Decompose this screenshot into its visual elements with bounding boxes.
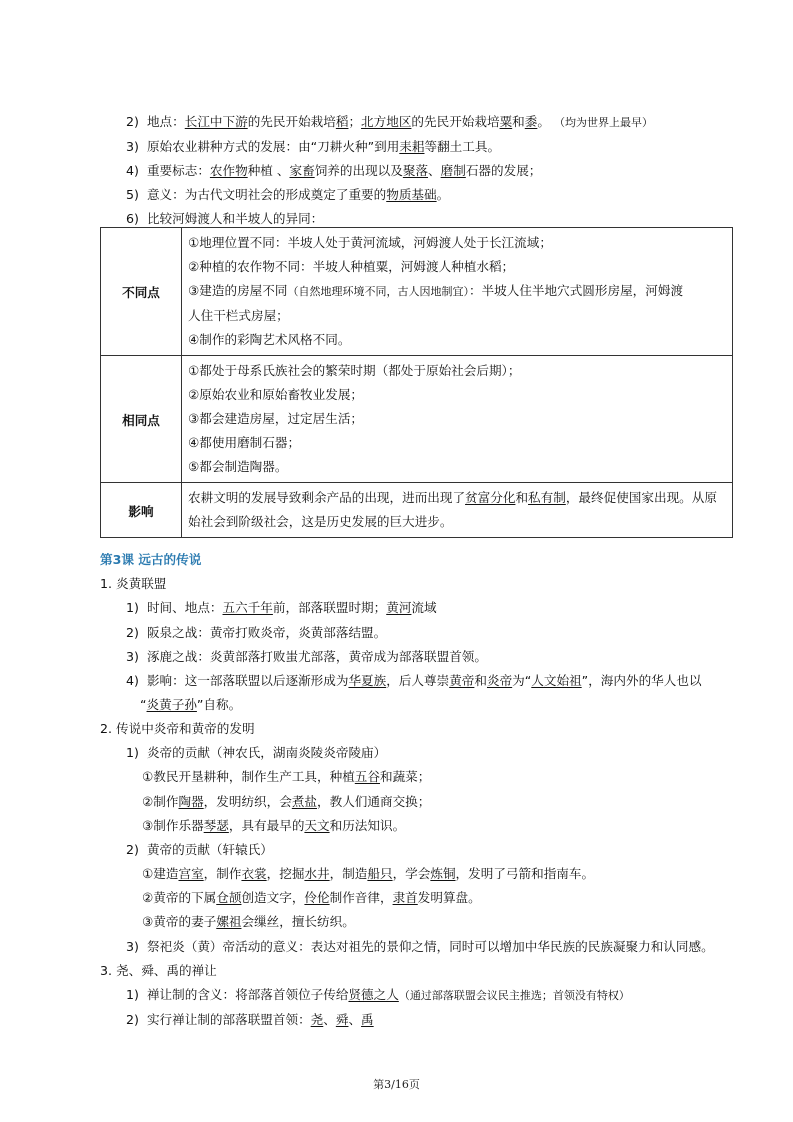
section-heading: 1. 炎黄联盟	[100, 576, 167, 591]
list-subitem: ②制作陶器，发明纺织，会煮盐，教人们通商交换；	[142, 794, 431, 809]
page-number: 第3/16页	[373, 1078, 420, 1091]
list-subitem: ②黄帝的下属仓颉创造文字，伶伦制作音律，隶首发明算盘。	[142, 890, 481, 905]
comparison-table	[100, 227, 733, 538]
list-item: 1) 禅让制的含义：将部落首领位子传给贤德之人（通过部落联盟会议民主推选；首领没有特权）	[126, 987, 630, 1002]
list-item: 2) 阪泉之战：黄帝打败炎帝，炎黄部落结盟。	[126, 625, 387, 640]
impact-body: 农耕文明的发展导致剩余产品的出现，进而出现了贫富分化和私有制，最终促使国家出现。从原 始社会到阶级社会，这是历史发展的巨大进步。	[182, 483, 733, 538]
same-head: 相同点	[101, 356, 182, 483]
diff-head: 不同点	[101, 228, 182, 356]
list-item: 1) 炎帝的贡献（神农氏，湖南炎陵炎帝陵庙）	[126, 745, 387, 760]
diff-body: ①地理位置不同：半坡人处于黄河流域，河姆渡人处于长江流域； ②种植的农作物不同：半坡人种植粟，河姆渡人种植水稻； ③建造的房屋不同（自然地理环境不同，古人因地制宜）：半坡人住半地穴式圆形房屋，河姆渡 人住干栏式房屋； ④制作的彩陶艺术风格不同。	[182, 228, 733, 356]
section-heading: 2. 传说中炎帝和黄帝的发明	[100, 721, 255, 736]
list-item-continued: “炎黄子孙”自称。	[140, 697, 242, 712]
section-heading: 3. 尧、舜、禹的禅让	[100, 963, 217, 978]
list-subitem: ③黄帝的妻子嫘祖会缫丝，擅长纺织。	[142, 914, 355, 929]
list-item: 3) 涿鹿之战：炎黄部落打败蚩尤部落，黄帝成为部落联盟首领。	[126, 649, 487, 664]
list-item: 3) 祭祀炎（黄）帝活动的意义：表达对祖先的景仰之情，同时可以增加中华民族的民族凝聚力和认同感。	[126, 939, 714, 954]
impact-head: 影响	[101, 483, 182, 538]
line-significance: 5) 意义：为古代文明社会的形成奠定了重要的物质基础。	[126, 187, 450, 202]
list-item: 4) 影响：这一部落联盟以后逐渐形成为华夏族，后人尊崇黄帝和炎帝为“人文始祖”，海内外的华人也以	[126, 673, 702, 688]
list-item: 2) 黄帝的贡献（轩辕氏）	[126, 842, 273, 857]
list-subitem: ①教民开垦耕种，制作生产工具，种植五谷和蔬菜；	[142, 769, 431, 784]
list-item: 2) 实行禅让制的部落联盟首领：尧、舜、禹	[126, 1012, 374, 1027]
table-row-similarities	[101, 356, 733, 483]
line-important-signs: 4) 重要标志：农作物种植 、家畜饲养的出现以及聚落、磨制石器的发展；	[126, 163, 542, 178]
line-compare: 6) 比较河姆渡人和半坡人的异同：	[126, 211, 324, 226]
line-farming-method: 3) 原始农业耕种方式的发展：由“刀耕火种”到用耒耜等翻土工具。	[126, 139, 501, 154]
table-row-differences	[101, 228, 733, 356]
list-subitem: ①建造宫室，制作衣裳，挖掘水井，制造船只，学会炼铜，发明了弓箭和指南车。	[142, 866, 595, 881]
lesson-title: 第3课 远古的传说	[100, 552, 202, 567]
same-body: ①都处于母系氏族社会的繁荣时期（都处于原始社会后期）； ②原始农业和原始畜牧业发展； ③都会建造房屋，过定居生活； ④都使用磨制石器； ⑤都会制造陶器。	[182, 356, 733, 483]
line-location: 2) 地点：长江中下游的先民开始栽培稻；北方地区的先民开始栽培粟和黍。 （均为世界上最早）	[126, 114, 653, 129]
list-subitem: ③制作乐器琴瑟，具有最早的天文和历法知识。	[142, 818, 406, 833]
list-item: 1) 时间、地点：五六千年前，部落联盟时期；黄河流域	[126, 600, 437, 615]
table-row-impact	[101, 483, 733, 538]
